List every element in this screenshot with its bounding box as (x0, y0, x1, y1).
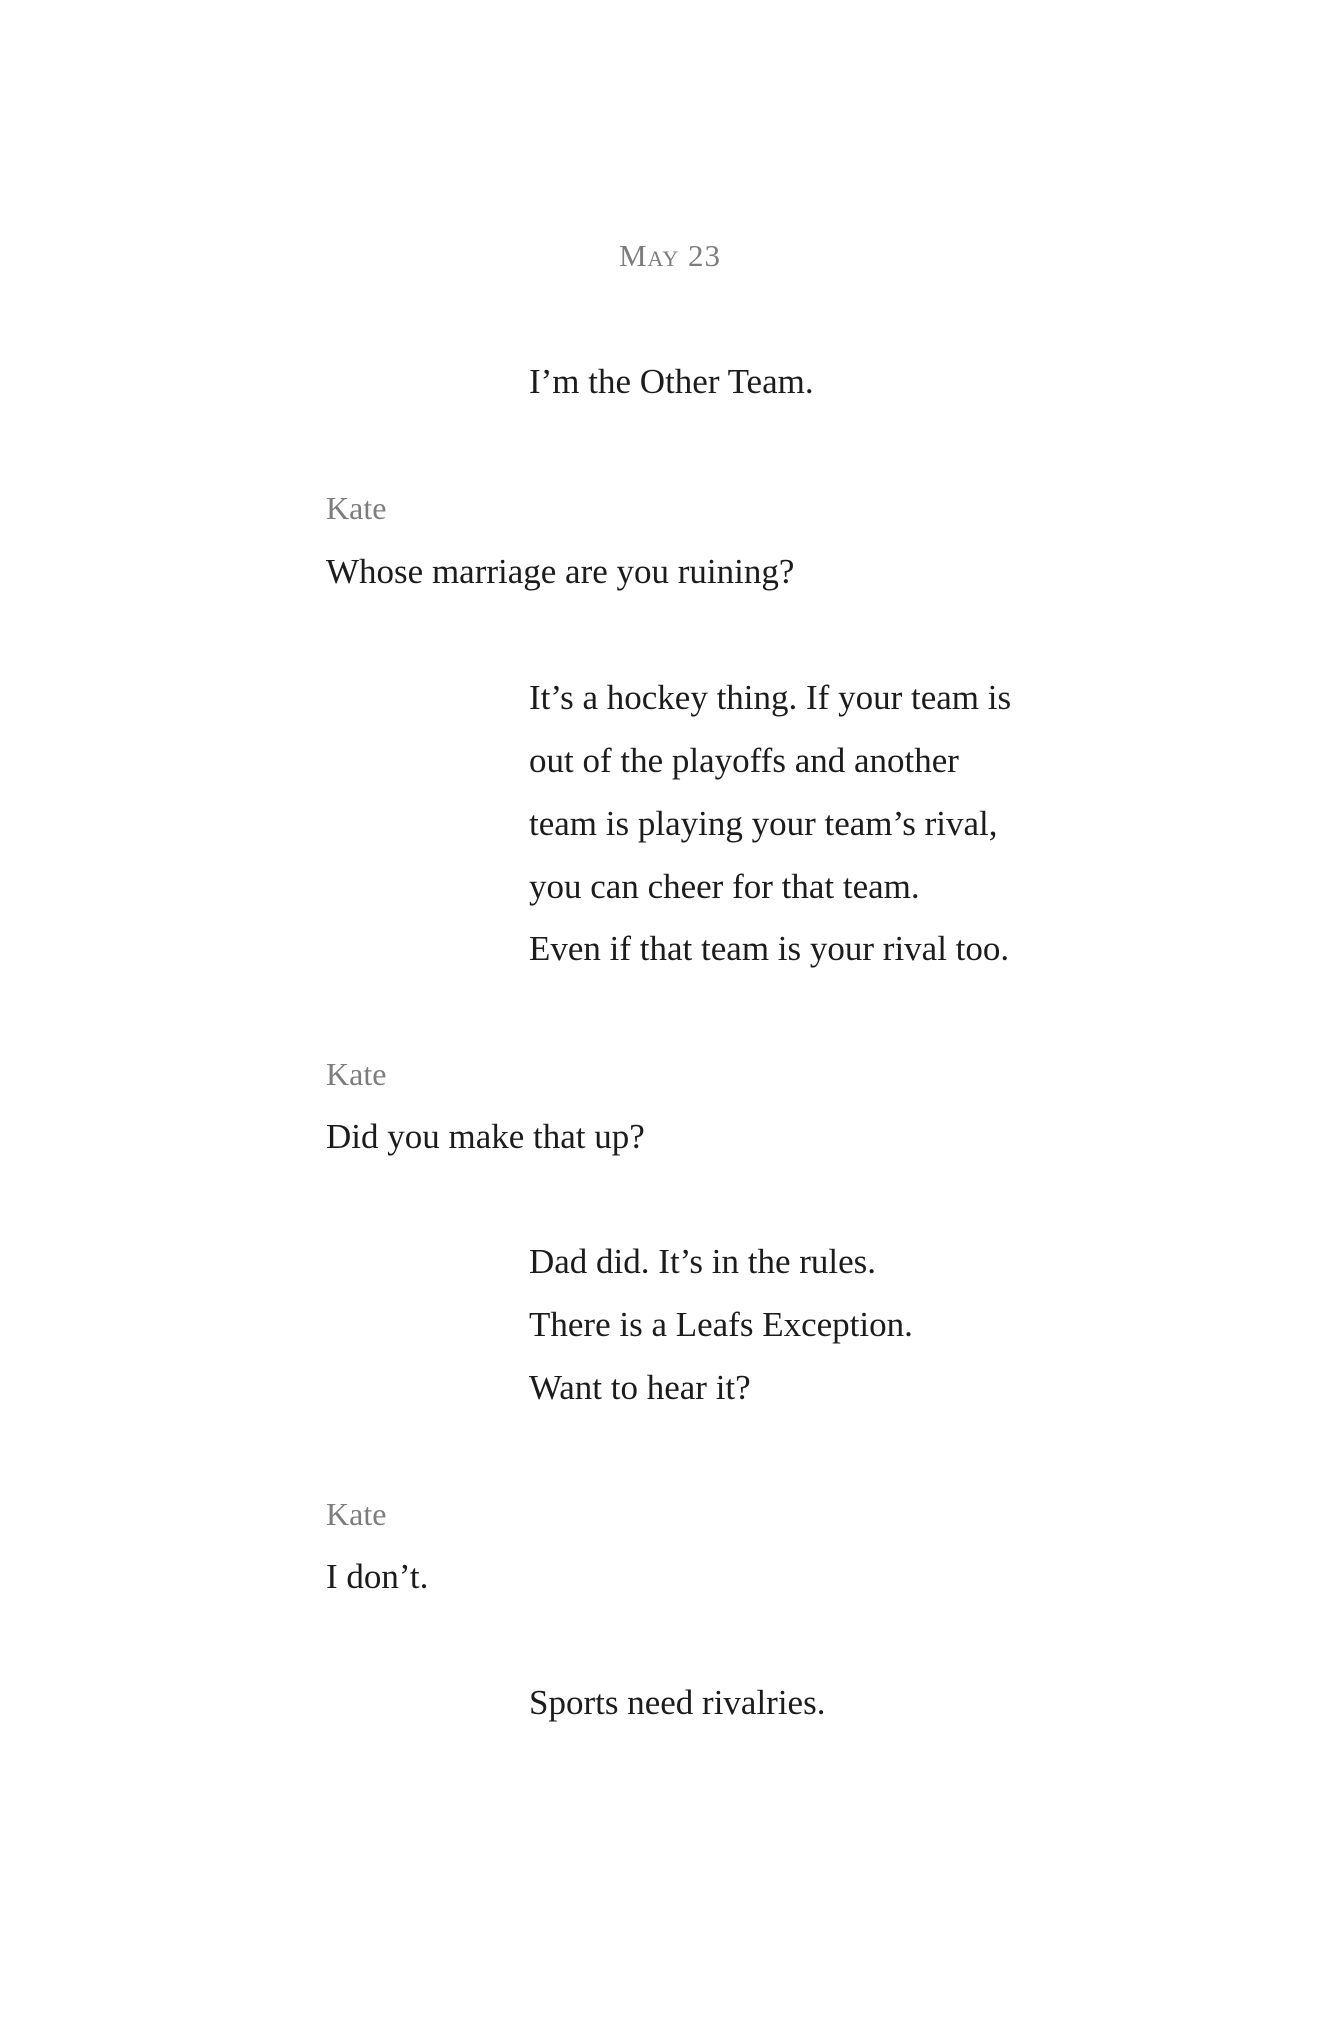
speaker-name: Kate (326, 1496, 387, 1532)
narrator-line: I’m the Other Team. (529, 362, 814, 401)
narrator-line: Sports need rivalries. (529, 1683, 826, 1722)
kate-line: I don’t. (326, 1557, 429, 1596)
narrator-line: There is a Leafs Exception. (529, 1305, 913, 1344)
date-heading: May 23 (618, 238, 722, 273)
narrator-line: you can cheer for that team. (529, 867, 920, 906)
narrator-line: Want to hear it? (529, 1368, 751, 1407)
kate-line: Whose marriage are you ruining? (326, 552, 795, 591)
narrator-line: team is playing your team’s rival, (529, 804, 998, 843)
kate-line: Did you make that up? (326, 1117, 645, 1156)
speaker-name: Kate (326, 490, 387, 526)
narrator-line: Dad did. It’s in the rules. (529, 1242, 877, 1281)
narrator-line: Even if that team is your rival too. (529, 929, 1010, 968)
narrator-line: out of the playoffs and another (529, 741, 959, 780)
narrator-line: It’s a hockey thing. If your team is (529, 678, 1012, 717)
speaker-name: Kate (326, 1056, 387, 1092)
